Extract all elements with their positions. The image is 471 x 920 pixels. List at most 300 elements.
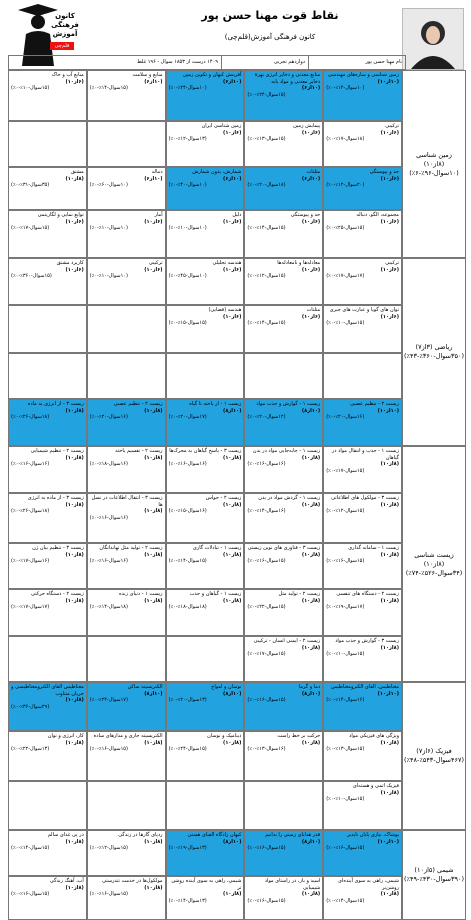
topic-name: زیست ۳ - تنظیم بیان ژن	[32, 545, 84, 551]
topic-score: (۸از۱۰)	[301, 501, 321, 508]
topic-stats: (۱۵سوال-۲۴٪-۰٪)	[168, 746, 207, 752]
topic-cell	[87, 399, 166, 446]
topic-score: (۶از۱۰)	[301, 313, 321, 320]
topic-stats: (۱۵سوال-۱۰٪-۰٪)	[326, 320, 365, 326]
student-photo	[402, 8, 464, 70]
topic-cell	[8, 731, 87, 781]
topic-stats: (۱۶سوال-۱۸٪-۰٪)	[89, 461, 128, 467]
topic-score: (۶از۱۰)	[223, 129, 242, 136]
topic-name: هندسه (فضایی)	[208, 307, 242, 313]
topic-cell	[87, 121, 166, 167]
topic-cell	[166, 682, 245, 731]
topic-stats: (۱۸سوال-۲۶٪-۰٪)	[11, 414, 50, 420]
topic-cell	[87, 830, 166, 876]
topic-score: (۶از۱۰)	[380, 266, 399, 273]
topic-name: مغناطیس، القای الکترومغناطیس	[330, 684, 399, 690]
topic-name: کیهان زادگاه الفبای هستی	[187, 832, 242, 838]
topic-stats: (۲۹سوال-۳۶٪-۰٪)	[11, 703, 50, 710]
topic-cell	[323, 305, 402, 353]
topic-name: حرکت بر خط راست	[277, 733, 321, 739]
topic-score: (۶از۱۰)	[223, 218, 242, 225]
topic-score: (۶از۱۰)	[380, 218, 399, 225]
topic-score: (۸از۱۰)	[301, 454, 321, 461]
topic-score: (۶از۱۰)	[223, 266, 242, 273]
topic-cell	[323, 493, 402, 543]
topic-name: زیست ۳ - از انرژی به ماده	[27, 401, 84, 407]
topic-cell	[323, 589, 402, 636]
topic-cell	[87, 167, 166, 210]
subject-riazi: ریاضی (۳از۷) (۳۵۰سوال-۳۶۰٪-۴۳٪)	[402, 258, 466, 446]
topic-cell	[166, 543, 245, 589]
topic-score: (۸از۱۰)	[223, 739, 242, 746]
topic-cell	[244, 830, 323, 876]
topic-stats: (۱۶سوال-۱۷٪-۰٪)	[11, 558, 50, 564]
topic-score: (۸از۱۰)	[301, 891, 321, 897]
topic-name: مولکول‌ها در خدمت تندرستی	[102, 878, 163, 884]
topic-score: (۸از۱۰)	[144, 884, 163, 891]
topic-score: (۱۰از۸)	[223, 690, 242, 697]
topic-name: معادله‌ها و نامعادله‌ها	[277, 260, 321, 266]
topic-stats: (۱۷سوال-۲۴٪-۰٪)	[89, 697, 128, 703]
topic-score: (۸از۱۰)	[380, 891, 399, 897]
topic-cell	[8, 446, 87, 493]
topic-cell	[166, 258, 245, 305]
topic-score: (۸از۱۰)	[301, 551, 321, 558]
topic-stats: (۱۰سوال-۱۰٪-۰٪)	[168, 225, 207, 231]
info-name: نام مهنا حسن پور	[308, 56, 405, 69]
topic-stats: (۱۳سوال-۲۰٪-۰٪)	[168, 697, 207, 703]
topic-stats: (۱۶سوال-۱۶٪-۰٪)	[89, 558, 128, 564]
topic-name: منابع و سلامت	[132, 72, 163, 78]
topic-stats: (۱۵سوال-۱۶٪-۰٪)	[247, 558, 286, 564]
topic-name: اسید و باز، در راستای مواد شیمیایی	[264, 878, 321, 891]
topic-name: زیست ۱ - سامانه گذاری	[348, 545, 399, 551]
topic-name: ترکیبی	[385, 260, 399, 266]
topic-name: زیست ۲ - تنظیم شیمیایی	[30, 448, 84, 454]
topic-stats: (۱۶سوال-۲۰٪-۰٪)	[326, 414, 365, 420]
topic-name: توان های گویا و عبارت های جبری	[329, 307, 399, 313]
page-title: نقاط قوت مهنا حسن پور	[201, 9, 339, 22]
topic-stats: (۱۳سوال-۱۲٪-۰٪)	[168, 136, 207, 142]
topic-stats: (۱۵سوال-۳۶۰٪-۰٪)	[11, 273, 52, 279]
topic-cell	[87, 543, 166, 589]
topic-score: (۶از۱۰)	[65, 266, 84, 273]
topic-cell	[8, 543, 87, 589]
topic-score: (۸از۱۰)	[65, 175, 84, 182]
topic-cell	[8, 70, 87, 121]
topic-name: دینامیک و نوسان	[207, 733, 242, 739]
topic-name: مجموعه، الگو، دنباله	[356, 212, 399, 218]
topic-cell	[166, 121, 245, 167]
topic-cell	[8, 210, 87, 258]
topic-cell	[87, 70, 166, 121]
topic-score: (۱۰از۸)	[301, 690, 321, 697]
topic-stats: (۱۶سوال-۱۴٪-۰٪)	[247, 508, 286, 514]
topic-name: دلیل	[232, 212, 242, 218]
topic-stats: (۱۳سوال-۲۲٪-۰٪)	[11, 746, 50, 752]
report-header	[0, 0, 471, 72]
topic-name: زیست ۱ - گیاهان و جذب	[189, 591, 242, 597]
topic-name: شمارش، بدون شمارش	[192, 169, 242, 175]
topic-score: (۸از۱۰)	[65, 501, 84, 508]
topic-cell	[244, 781, 323, 830]
topic-name: پیمایش زمین	[293, 123, 321, 129]
topic-score: (۱۰از۸)	[301, 838, 321, 845]
topic-name: شیمی، راهی به سوی آینده‌ای روشن‌تر	[338, 878, 399, 891]
topic-name: ویژگی های فیزیکی مواد	[349, 733, 399, 739]
topic-cell	[244, 876, 323, 920]
topic-cell	[166, 876, 245, 920]
topic-stats: (۱۶سوال-۱۶٪-۰٪)	[89, 514, 128, 521]
topic-stats: (۱۵سوال-۱۴٪-۰٪)	[326, 897, 365, 904]
topic-stats: (۱۰سوال-۱۴٪-۰٪)	[326, 85, 365, 91]
topic-name: زیست ۱ - تبادلات گازی	[192, 545, 242, 551]
topic-score: (۶از۱۰)	[65, 78, 84, 85]
page-subtitle: کانون فرهنگی آموزش(قلم‌چی)	[224, 33, 316, 41]
topic-score: (۸از۱۰)	[65, 697, 84, 703]
topic-cell	[323, 258, 402, 305]
topic-cell	[323, 830, 402, 876]
topic-score: (۸از۱۰)	[65, 739, 84, 746]
subject-zist: زیست شناسی (۸از۱۰) (۳۴سوال-۵۲۶٪-۷۴٪)	[402, 446, 466, 682]
topic-score: (۱۰از۱۰)	[377, 838, 399, 845]
topic-name: زیست ۱ - از یاخته تا گیاه	[189, 401, 242, 407]
topic-name: زیست ۳ - پاسخ گیاهان به محرک‌ها	[169, 448, 242, 454]
topic-cell	[323, 121, 402, 167]
topic-cell	[166, 731, 245, 781]
topic-name: زیست ۲ - تولید مثل	[278, 591, 321, 597]
topic-stats: (۱۵سوال-۱۶٪-۰٪)	[89, 746, 128, 752]
topic-stats: (۱۰سوال-۴۵٪-۰٪)	[168, 273, 207, 279]
topic-score: (۸از۱۰)	[223, 551, 242, 558]
topic-cell	[8, 682, 87, 731]
topic-cell	[244, 589, 323, 636]
topic-cell	[8, 636, 87, 682]
topic-stats: (۱۵سوال-۱۶٪-۰٪)	[247, 897, 286, 904]
topic-stats: (۱۵سوال-۱۲٪-۰٪)	[326, 508, 365, 514]
topic-score: (۸از۱۰)	[223, 891, 242, 897]
topic-cell	[166, 167, 245, 210]
topic-score: (۸از۱۰)	[144, 454, 163, 461]
topic-score: (۸از۱۰)	[144, 838, 163, 845]
topic-name: قدر هدایای زمینی را بدانیم	[265, 832, 321, 838]
topic-cell	[323, 876, 402, 920]
topic-stats: (۱۵سوال-۱۴٪-۰٪)	[11, 845, 50, 851]
topic-name: فیزیک اتمی و هسته‌ای	[352, 783, 399, 789]
topic-name: زیست ۱ - گردش مواد در بدن	[258, 495, 321, 501]
topic-name: دما و گرما	[298, 684, 321, 690]
topic-score: (۱۰از۶)	[144, 78, 163, 85]
topic-score: (۸از۱۰)	[380, 789, 399, 796]
topic-stats: (۱۷سوال-۱۷٪-۰٪)	[326, 273, 365, 279]
topic-cell	[8, 781, 87, 830]
topic-cell	[166, 446, 245, 493]
topic-stats: (۱۵سوال-۱۶٪-۰٪)	[89, 891, 128, 897]
subject-shimi: شیمی (۵از۱۰) (۳۹۰سوال-۴۳۰٪-۴۹٪)	[402, 830, 466, 920]
topic-stats: (۱۲سوال-۲۰٪-۰٪)	[247, 414, 286, 420]
topic-score: (۶از۱۰)	[380, 175, 399, 182]
topic-cell	[244, 305, 323, 353]
topic-cell	[166, 589, 245, 636]
topic-score: (۸از۱۰)	[65, 454, 84, 461]
topic-stats: (۱۵سوال-۱۷٪-۰٪)	[11, 225, 50, 231]
topic-cell	[244, 210, 323, 258]
topic-cell	[323, 781, 402, 830]
topic-stats: (۱۵سوال-۱۲٪-۰٪)	[89, 845, 128, 851]
topic-name: آفرینش کیهان و تکوین زمین	[183, 72, 242, 78]
topic-cell	[166, 305, 245, 353]
topic-stats: (۱۸سوال-۱۸٪-۰٪)	[168, 604, 207, 610]
topic-cell	[8, 305, 87, 353]
topic-score: (۸از۱۰)	[301, 739, 321, 746]
topic-name: مشتق	[70, 169, 84, 175]
topic-name: دنباله	[151, 169, 163, 175]
topic-stats: (۱۵سوال-۱۴٪-۰٪)	[89, 85, 128, 91]
topic-cell	[87, 682, 166, 731]
topic-name: زیست ۲ - دستگاه های تنفسی	[336, 591, 399, 597]
topic-cell	[87, 305, 166, 353]
topic-name: کاربرد مشتق	[56, 260, 84, 266]
topic-stats: (۱۸سوال-۲۰٪-۰٪)	[247, 182, 286, 188]
topic-name: ترکیبی	[148, 260, 163, 266]
topic-cell	[8, 876, 87, 920]
topic-cell	[87, 210, 166, 258]
topic-cell	[244, 399, 323, 446]
logo-text: کانون فرهنگی آموزش	[51, 12, 79, 38]
topic-name: زیست ۲ - تولید مثل نهاندانگان	[99, 545, 163, 551]
topic-stats: (۲۰سوال-۱۲٪-۰٪)	[326, 182, 365, 188]
topic-name: حد و پیوستگی	[290, 212, 321, 218]
topic-score: (۸از۱۰)	[380, 551, 399, 558]
topic-score: (۶از۱۰)	[301, 266, 321, 273]
topic-stats: (۱۵سوال-۱۴٪-۰٪)	[168, 558, 207, 564]
topic-stats: (۱۳سوال-۱۴٪-۰٪)	[168, 897, 207, 904]
topic-stats: (۱۸سوال-۱۴٪-۰٪)	[89, 604, 128, 610]
topic-score: (۱۰از۱۰)	[377, 690, 399, 697]
topic-score: (۶از۱۰)	[144, 266, 163, 273]
topic-cell	[323, 167, 402, 210]
topic-score: (۱۰از۶)	[223, 78, 242, 85]
topic-score: (۱۰از۸)	[144, 690, 163, 697]
topic-score: (۱۰از۶)	[144, 175, 163, 182]
subject-fizik: فیزیک (۶از۷) (۴۶۷سوال-۵۴۳٪-۴۸٪)	[402, 682, 466, 830]
topic-stats: (۱۳سوال-۱۹٪-۰٪)	[168, 845, 207, 851]
topic-name: نوسان و امواج	[211, 684, 242, 690]
topic-score: (۱۰از۸)	[301, 407, 321, 414]
info-score: ۱۴۰۹ درست از ۱۸۵۳ سوال - ۱۹۶ غلط	[137, 59, 218, 65]
subject-zamin: زمین شناسی (۸از۱۰) (۱۰سوال-۹۶٪-۶٪)	[402, 70, 466, 258]
topic-stats: (۱۵سوال-۱۷٪-۰٪)	[247, 651, 286, 657]
topic-name: زمین شناسی ایران	[201, 123, 242, 129]
topic-stats: (۱۶سوال-۲۰٪-۰٪)	[89, 414, 128, 420]
topic-name: زیست ۳ - مولکول های اطلاعاتی	[331, 495, 399, 501]
topic-score: (۸از۱۰)	[144, 551, 163, 558]
topic-name: زیست ۲ - حواس	[205, 495, 242, 501]
topic-cell	[323, 70, 402, 121]
topic-cell	[166, 830, 245, 876]
topic-stats: (۱۸سوال-۱۷٪-۰٪)	[326, 136, 365, 142]
topic-score: (۸از۱۰)	[380, 644, 399, 651]
topic-name: حد و پیوستگی	[369, 169, 399, 175]
topic-name: زیست ۲ - دستگاه حرکتی	[31, 591, 84, 597]
topic-stats: (۱۵سوال-۲۵٪-۰٪)	[326, 225, 365, 231]
topic-stats: (۱۵سوال-۱۶٪-۰٪)	[247, 845, 286, 851]
topic-score: (۱۰از۶)	[223, 175, 242, 182]
topic-name: زیست ۳ - فناوری های نوین زیستی	[247, 545, 321, 551]
topic-score: (۸از۱۰)	[144, 508, 163, 514]
topic-name: مغناطیس القای الکترومغناطیسی و جریان متناوب	[11, 684, 84, 697]
topic-name: در پی غذای سالم	[47, 832, 84, 838]
topic-cell	[323, 446, 402, 493]
topic-cell	[87, 446, 166, 493]
topic-score: (۸از۱۰)	[223, 501, 242, 508]
topic-cell	[8, 830, 87, 876]
topic-name: زیست ۱ - گوارش و جذب مواد	[256, 401, 321, 407]
topic-cell	[244, 121, 323, 167]
topic-name: پوشاک، نیازی پایان ناپذیر	[347, 832, 399, 838]
topic-name: منابع آب و خاک	[51, 72, 84, 78]
topic-cell	[166, 70, 245, 121]
logo-sub: قلم‌چی	[54, 43, 70, 49]
topic-name: آب، آهنگ زندگی	[49, 878, 84, 884]
topic-cell	[8, 121, 87, 167]
topic-stats: (۱۷سوال-۱۹٪-۰٪)	[326, 604, 365, 610]
topic-name: مثلثات	[306, 169, 321, 175]
topic-cell	[244, 446, 323, 493]
topic-score: (۱۰از۸)	[223, 407, 242, 414]
topic-cell	[87, 493, 166, 543]
student-info-bar	[8, 55, 406, 70]
topic-name: زمین شناسی و سازه‌های مهندسی	[327, 72, 399, 78]
topic-cell	[8, 589, 87, 636]
topic-stats: (۱۰سوال-۶۰٪-۰٪)	[89, 182, 128, 188]
topic-name: آمار	[154, 212, 163, 218]
topic-stats: (۱۵سوال-۱۷٪-۰٪)	[326, 467, 365, 474]
topic-name: توابع نمایی و لگاریتمی	[37, 212, 84, 218]
topic-stats: (۱۰سوال-۱۰٪-۰٪)	[89, 225, 128, 231]
topic-cell	[323, 543, 402, 589]
topic-score: (۸از۱۰)	[144, 739, 163, 746]
topic-score: (۶از۱۰)	[380, 129, 399, 136]
topic-stats: (۱۶سوال-۱۴٪-۰٪)	[326, 697, 365, 703]
topic-cell	[323, 399, 402, 446]
topic-stats: (۱۵سوال-۱۶٪-۰٪)	[11, 891, 50, 897]
topic-cell	[8, 353, 87, 399]
topic-cell	[87, 258, 166, 305]
topic-cell	[8, 399, 87, 446]
topic-cell	[244, 167, 323, 210]
topic-score: (۱۰از۱۰)	[377, 78, 399, 85]
topic-stats: (۳۵سوال-۳۱٪-۰٪)	[11, 182, 50, 188]
topic-score: (۸از۱۰)	[380, 501, 399, 508]
topic-stats: (۱۵سوال-۲۲٪-۰٪)	[247, 604, 286, 610]
topic-score: (۸از۱۰)	[301, 644, 321, 651]
topic-name: زیست ۱ - جابه‌جایی مواد در بدن	[252, 448, 321, 454]
topic-score: (۶از۱۰)	[301, 218, 321, 225]
topic-score: (۱۰از۸)	[223, 838, 242, 845]
topic-stats: (۱۷سوال-۲۰٪-۰٪)	[168, 414, 207, 420]
strengths-grid	[8, 70, 466, 904]
topic-name: ردپای گازها در زندگی	[118, 832, 163, 838]
topic-cell	[166, 636, 245, 682]
topic-cell	[166, 210, 245, 258]
topic-name: هندسه تحلیلی	[212, 260, 242, 266]
topic-stats: (۱۵سوال-۱۰٪-۰٪)	[11, 85, 50, 91]
topic-cell	[87, 636, 166, 682]
topic-cell	[244, 731, 323, 781]
topic-stats: (۱۰سوال-۱۰٪-۰٪)	[89, 273, 128, 279]
topic-cell	[87, 876, 166, 920]
topic-cell	[244, 70, 323, 121]
topic-cell	[87, 353, 166, 399]
topic-stats: (۱۶سوال-۱۶٪-۰٪)	[168, 461, 207, 467]
topic-name: زیست ۲ - تقسیم یاخته	[115, 448, 163, 454]
topic-cell	[323, 682, 402, 731]
topic-stats: (۱۵سوال-۲۴٪-۰٪)	[247, 91, 286, 98]
topic-score: (۸از۱۰)	[65, 884, 84, 891]
topic-stats: (۱۵سوال-۱۰٪-۰٪)	[326, 796, 365, 802]
topic-score: (۸از۱۰)	[223, 597, 242, 604]
topic-score: (۸از۱۰)	[65, 407, 84, 414]
topic-score: (۶از۱۰)	[301, 129, 321, 136]
topic-score: (۸از۱۰)	[380, 461, 399, 467]
topic-stats: (۱۶سوال-۱۵٪-۰٪)	[168, 508, 207, 514]
topic-stats: (۱۰سوال-۴۰٪-۰٪)	[168, 182, 207, 188]
topic-name: زیست ۳ - گوارش و جذب مواد	[335, 638, 399, 644]
topic-stats: (۱۵سوال-۱۶٪-۰٪)	[326, 845, 365, 851]
topic-name: زیست ۲ - ایمنی انسان - ترکیبی	[253, 638, 321, 644]
topic-cell	[323, 636, 402, 682]
topic-score: (۱۰از۶)	[301, 175, 321, 182]
topic-name: الکتریسیته ساکن	[127, 684, 163, 690]
topic-score: (۸از۱۰)	[301, 597, 321, 604]
topic-cell	[8, 493, 87, 543]
topic-score: (۱۰از۱۰)	[377, 407, 399, 414]
topic-cell	[87, 589, 166, 636]
topic-name: منابع معدنی و ذخایر انرژی بهرهٔ ذخایر معدنی و مواد پایه	[254, 72, 321, 85]
topic-cell	[323, 210, 402, 258]
topic-stats: (۱۵سوال-۱۴٪-۰٪)	[247, 320, 286, 326]
topic-name: زیست ۲ - تنظیم عصبی	[350, 401, 399, 407]
topic-stats: (۱۵سوال-۱۲٪-۰٪)	[247, 273, 286, 279]
topic-cell	[244, 258, 323, 305]
topic-score: (۱۰از۶)	[301, 85, 321, 91]
topic-stats: (۱۵سوال-۱۶٪-۰٪)	[247, 697, 286, 703]
topic-stats: (۱۶سوال-۱۳٪-۰٪)	[247, 746, 286, 752]
topic-score: (۸از۱۰)	[380, 739, 399, 746]
topic-stats: (۱۷سوال-۱۷٪-۰٪)	[11, 604, 50, 610]
topic-cell	[244, 353, 323, 399]
topic-cell	[87, 781, 166, 830]
topic-name: مثلثات	[306, 307, 321, 313]
topic-stats: (۱۶سوال-۱۶٪-۰٪)	[247, 461, 286, 467]
topic-cell	[323, 353, 402, 399]
topic-name: ترکیبی	[385, 123, 399, 129]
topic-stats: (۱۵سوال-۱۳٪-۰٪)	[326, 746, 365, 752]
topic-cell	[166, 781, 245, 830]
topic-cell	[8, 258, 87, 305]
topic-cell	[244, 493, 323, 543]
topic-score: (۶از۱۰)	[380, 313, 399, 320]
topic-cell	[244, 682, 323, 731]
topic-stats: (۱۵سوال-۱۵٪-۰٪)	[168, 320, 207, 326]
topic-score: (۸از۱۰)	[65, 597, 84, 604]
topic-stats: (۱۶سوال-۱۶٪-۰٪)	[11, 461, 50, 467]
topic-cell	[87, 731, 166, 781]
topic-cell	[8, 167, 87, 210]
topic-cell	[166, 493, 245, 543]
topic-score: (۶از۱۰)	[144, 218, 163, 225]
